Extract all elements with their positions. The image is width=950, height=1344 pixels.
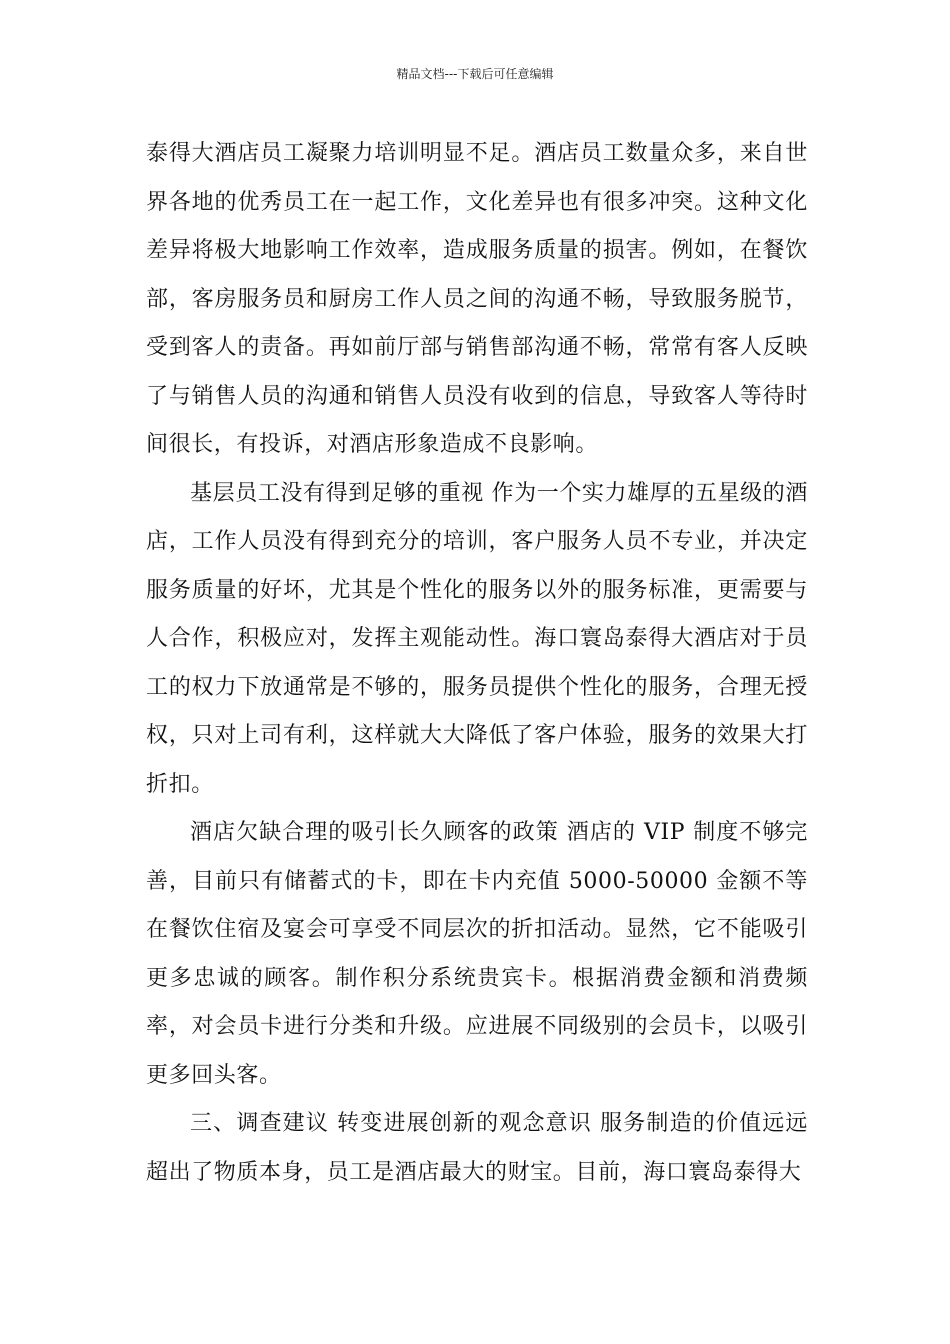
page-header: 精品文档---下载后可任意编辑 bbox=[396, 67, 554, 81]
document-body bbox=[146, 130, 808, 1197]
paragraph-frontline-staff: 基层员工没有得到足够的重视 作为一个实力雄厚的五星级的酒店，工作人员没有得到充分的培训，客户服务人员不专业，并决定服务质量的好坏，尤其是个性化的服务以外的服务标准，更需要与人合作，积极应对，发挥主观能动性。海口寰岛泰得大酒店对于员工的权力下放通常是不够的，服务员提供个性化的服务，合理无授权，只对上司有利，这样就大大降低了客户体验，服务的效果大打折扣。 bbox=[146, 480, 808, 797]
paragraph-employee-cohesion: 泰得大酒店员工凝聚力培训明显不足。酒店员工数量众多，来自世界各地的优秀员工在一起工作，文化差异也有很多冲突。这种文化差异将极大地影响工作效率，造成服务质量的损害。例如，在餐饮部，客房服务员和厨房工作人员之间的沟通不畅，导致服务脱节，受到客人的责备。再如前厅部与销售部沟通不畅，常常有客人反映了与销售人员的沟通和销售人员没有收到的信息，导致客人等待时间很长，有投诉，对酒店形象造成不良影响。 bbox=[146, 141, 808, 457]
paragraph-loyalty-policy: 酒店欠缺合理的吸引长久顾客的政策 酒店的 VIP 制度不够完善，目前只有储蓄式的卡，即在卡内充值 5000-50000 金额不等在餐饮住宿及宴会可享受不同层次的折扣活动。显然，它不能吸引更多忠诚的顾客。制作积分系统贵宾卡。根据消费金额和消费频率，对会员卡进行分类和升级。应进展不同级别的会员卡，以吸引更多回头客。 bbox=[146, 820, 808, 1088]
paragraph-suggestions: 三、调查建议 转变进展创新的观念意识 服务制造的价值远远超出了物质本身，员工是酒店最大的财宝。目前，海口寰岛泰得大 bbox=[146, 1111, 808, 1185]
